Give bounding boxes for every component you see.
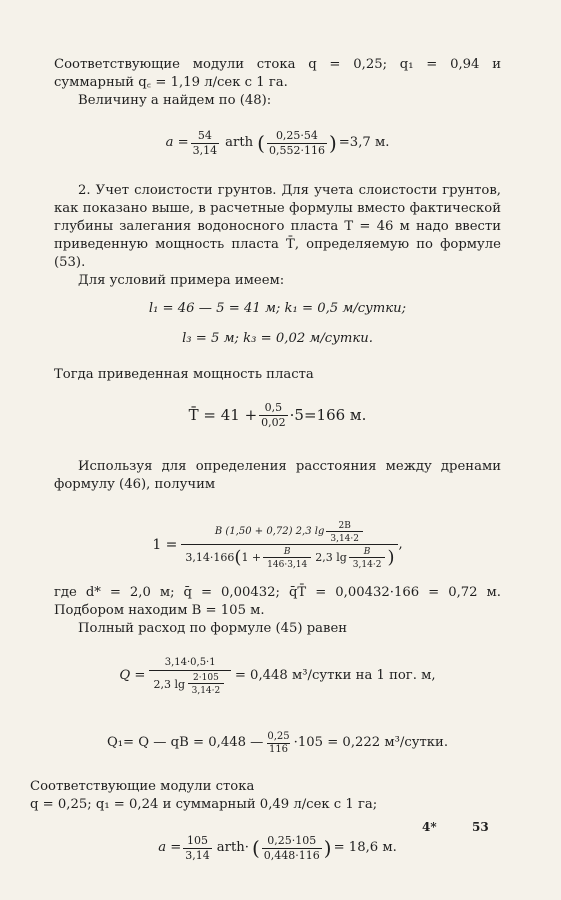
page-footer (0, 818, 561, 836)
fraction-drain: B (1,50 + 0,72) 2,3 lg $\frac{2B}{3,14\cdot 2}$ 3,14·166 ( 1 + $\frac{B}{146\cdot 3,14}$ 2,3 lg $\frac{B}{3,14\cdot 2}$ ) (181, 521, 398, 570)
paragraph-value-a: Величину a найдем по (48): (78, 93, 272, 108)
equation-reduced-t: T̄ = 41 + $\frac{0,5}{0,02}$ ·5=166 м. (188, 400, 367, 429)
paragraph-stock-moduli: Соответствующие модули стока q = 0,25; q₁ = 0,94 и суммарный q꜀ = 1,19 л/сек с 1 га. (54, 57, 501, 90)
paragraph-drain-distance: Используя для определения расстояния между дренами формулу (46), получим (54, 459, 501, 492)
page-number: 53 (472, 820, 489, 834)
signature-mark: 4* (422, 820, 437, 834)
equation-Q: Q = 3,14·0,5·1 2,3 lg $\frac{2\cdot 105}{3,14\cdot 2}$ = 0,448 м³/сутки на 1 пог. м, (119, 657, 436, 696)
equation-a-1: a = $\frac{54}{3,14}$ arth ( $\frac{0,25\cdot 54}{0,552\cdot 116}$ ) =3,7 м. (165, 128, 390, 157)
paragraph-example-conditions: Для условий примера имеем: (78, 273, 285, 288)
fraction: $\frac{0,25}{116}$ (267, 730, 290, 755)
fraction: $\frac{0,25\cdot 105}{0,448\cdot 116}$ (263, 833, 320, 862)
fraction: $\frac{0,5}{0,02}$ (261, 400, 286, 429)
paragraph-where-d: где d* = 2,0 м; q̄ = 0,00432; q̄T̄ = 0,00432·166 = 0,72 м. Подбором находим B = 105 м. (54, 585, 501, 618)
fraction: $\frac{105}{3,14}$ (185, 833, 210, 862)
fraction: $\frac{0,25\cdot 54}{0,552\cdot 116}$ (268, 128, 325, 157)
paragraph-stock-moduli-2: Соответствующие модули стока (30, 779, 255, 794)
fraction-Q: 3,14·0,5·1 2,3 lg $\frac{2\cdot 105}{3,14\cdot 2}$ (149, 656, 230, 696)
equation-a-2: a = $\frac{105}{3,14}$ arth· ( $\frac{0,25\cdot 105}{0,448\cdot 116}$ ) = 18,6 м. (158, 833, 397, 862)
equation-l1-k1: l₁ = 46 — 5 = 41 м; k₁ = 0,5 м/сутки; (148, 301, 407, 316)
equation-drain-spacing: 1 = B (1,50 + 0,72) 2,3 lg $\frac{2B}{3,14\cdot 2}$ 3,14·166 ( 1 + $\frac{B}{146\cdot 3,14}$ 2,3 lg $\frac{B}{3,14\cdot 2}$ ) , (152, 520, 403, 570)
paragraph-q-values: q = 0,25; q₁ = 0,24 и суммарный 0,49 л/сек с 1 га; (30, 797, 378, 812)
fraction: $\frac{54}{3,14}$ (192, 128, 218, 157)
paragraph-soil-layering: 2. Учет слоистости грунтов. Для учета слоистости грунтов, как показано выше, в расчетные формулы вместо фактической глубины залегания водоносного пласта T = 46 м надо ввести приведенную мощность пласта T̄, определяемую по формуле (53). (54, 183, 501, 270)
equation-l3-k3: l₃ = 5 м; k₃ = 0,02 м/сутки. (182, 331, 373, 346)
paragraph-full-discharge: Полный расход по формуле (45) равен (78, 621, 348, 636)
paragraph-reduced-thickness: Тогда приведенная мощность пласта (54, 367, 314, 382)
equation-Q1: Q₁= Q — qB = 0,448 — $\frac{0,25}{116}$ ·105 = 0,222 м³/сутки. (106, 730, 449, 755)
